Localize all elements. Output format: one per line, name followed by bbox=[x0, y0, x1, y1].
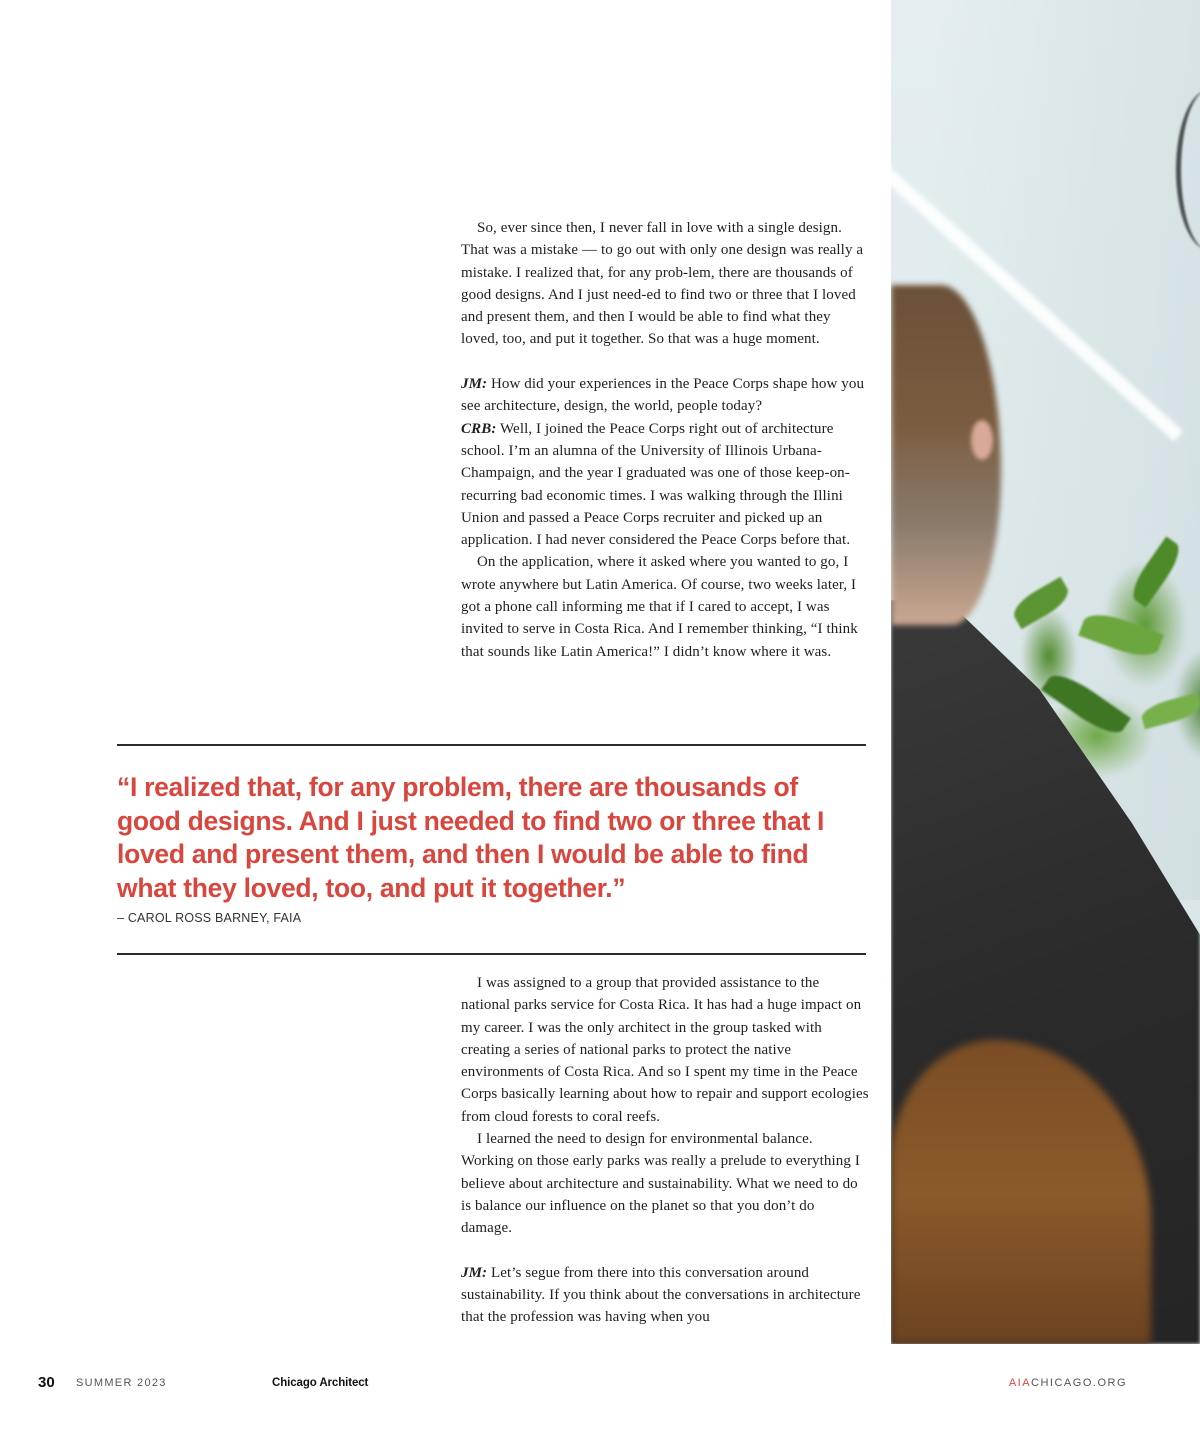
article-paragraph: I learned the need to design for environmental balance. Working on those early parks was really a prelude to everything I believe about architecture and sustainability. What we need to do is balance our influence on the planet so that you don’t do damage. bbox=[461, 1131, 860, 1237]
question-text: Let’s segue from there into this conversation around sustainability. If you think about the conversations in architecture that the profession was having when you bbox=[461, 1264, 861, 1326]
pull-quote-top-rule bbox=[117, 744, 866, 746]
answer-crb-1 bbox=[461, 418, 869, 552]
issue-label: SUMMER 2023 bbox=[76, 1377, 167, 1389]
pull-quote-attribution: – CAROL ROSS BARNEY, FAIA bbox=[117, 911, 302, 925]
article-paragraph: I was assigned to a group that provided assistance to the national parks service for Costa Rica. It has had a huge impact on my career. I was the only architect in the group tasked with creating a series of national parks to protect the native environments of Costa Rica. And so I spent my time in the Peace Corps basically learning about how to repair and support ecologies from cloud forests to coral reefs. bbox=[461, 975, 869, 1125]
article-column-bottom bbox=[461, 972, 869, 1329]
question-jm-1 bbox=[461, 373, 869, 418]
speaker-label: CRB: bbox=[461, 420, 497, 437]
website-accent: AIA bbox=[1008, 1377, 1032, 1389]
photo-ear bbox=[971, 420, 993, 460]
answer-text: Well, I joined the Peace Corps right out of architecture school. I’m an alumna of the University of Illinois Urbana-Champaign, and the year I graduated was one of those keep-on-recurring bad economic times. I was walking through the Illini Union and passed a Peace Corps recruiter and picked up an application. I had never considered the Peace Corps before that. bbox=[461, 420, 851, 549]
article-paragraph: On the application, where it asked where you wanted to go, I wrote anywhere but Latin America. Of course, two weeks later, I got a phone call informing me that if I cared to accept, I was invited to serve in Costa Rica. And I remember thinking, “I think that sounds like Latin America!” I didn’t know where it was. bbox=[461, 554, 858, 660]
speaker-label: JM: bbox=[461, 376, 488, 393]
question-text: How did your experiences in the Peace Corps shape how you see architecture, design, the world, people today? bbox=[461, 376, 865, 415]
question-jm-2 bbox=[461, 1262, 869, 1329]
website-rest: CHICAGO.ORG bbox=[1031, 1377, 1127, 1389]
portrait-photo bbox=[891, 0, 1200, 1344]
article-column-top bbox=[461, 217, 869, 663]
pull-quote: “I realized that, for any problem, there are thousands of good designs. And I just needed to find two or three that I loved and present them, and then I would be able to find what they loved, too, and put it together.” bbox=[117, 772, 825, 903]
pull-quote-bottom-rule bbox=[117, 953, 866, 955]
website-link[interactable] bbox=[1009, 1377, 1127, 1389]
page-number: 30 bbox=[38, 1374, 55, 1391]
speaker-label: JM: bbox=[461, 1264, 488, 1281]
article-paragraph: So, ever since then, I never fall in love with a single design. That was a mistake — to go out with only one design was really a mistake. I realized that, for any prob-lem, there are thousands of good designs. And I just need-ed to find two or three that I loved and present them, and then I would be able to find what they loved, too, and put it together. So that was a huge moment. bbox=[461, 220, 864, 348]
magazine-title: Chicago Architect bbox=[272, 1377, 369, 1389]
